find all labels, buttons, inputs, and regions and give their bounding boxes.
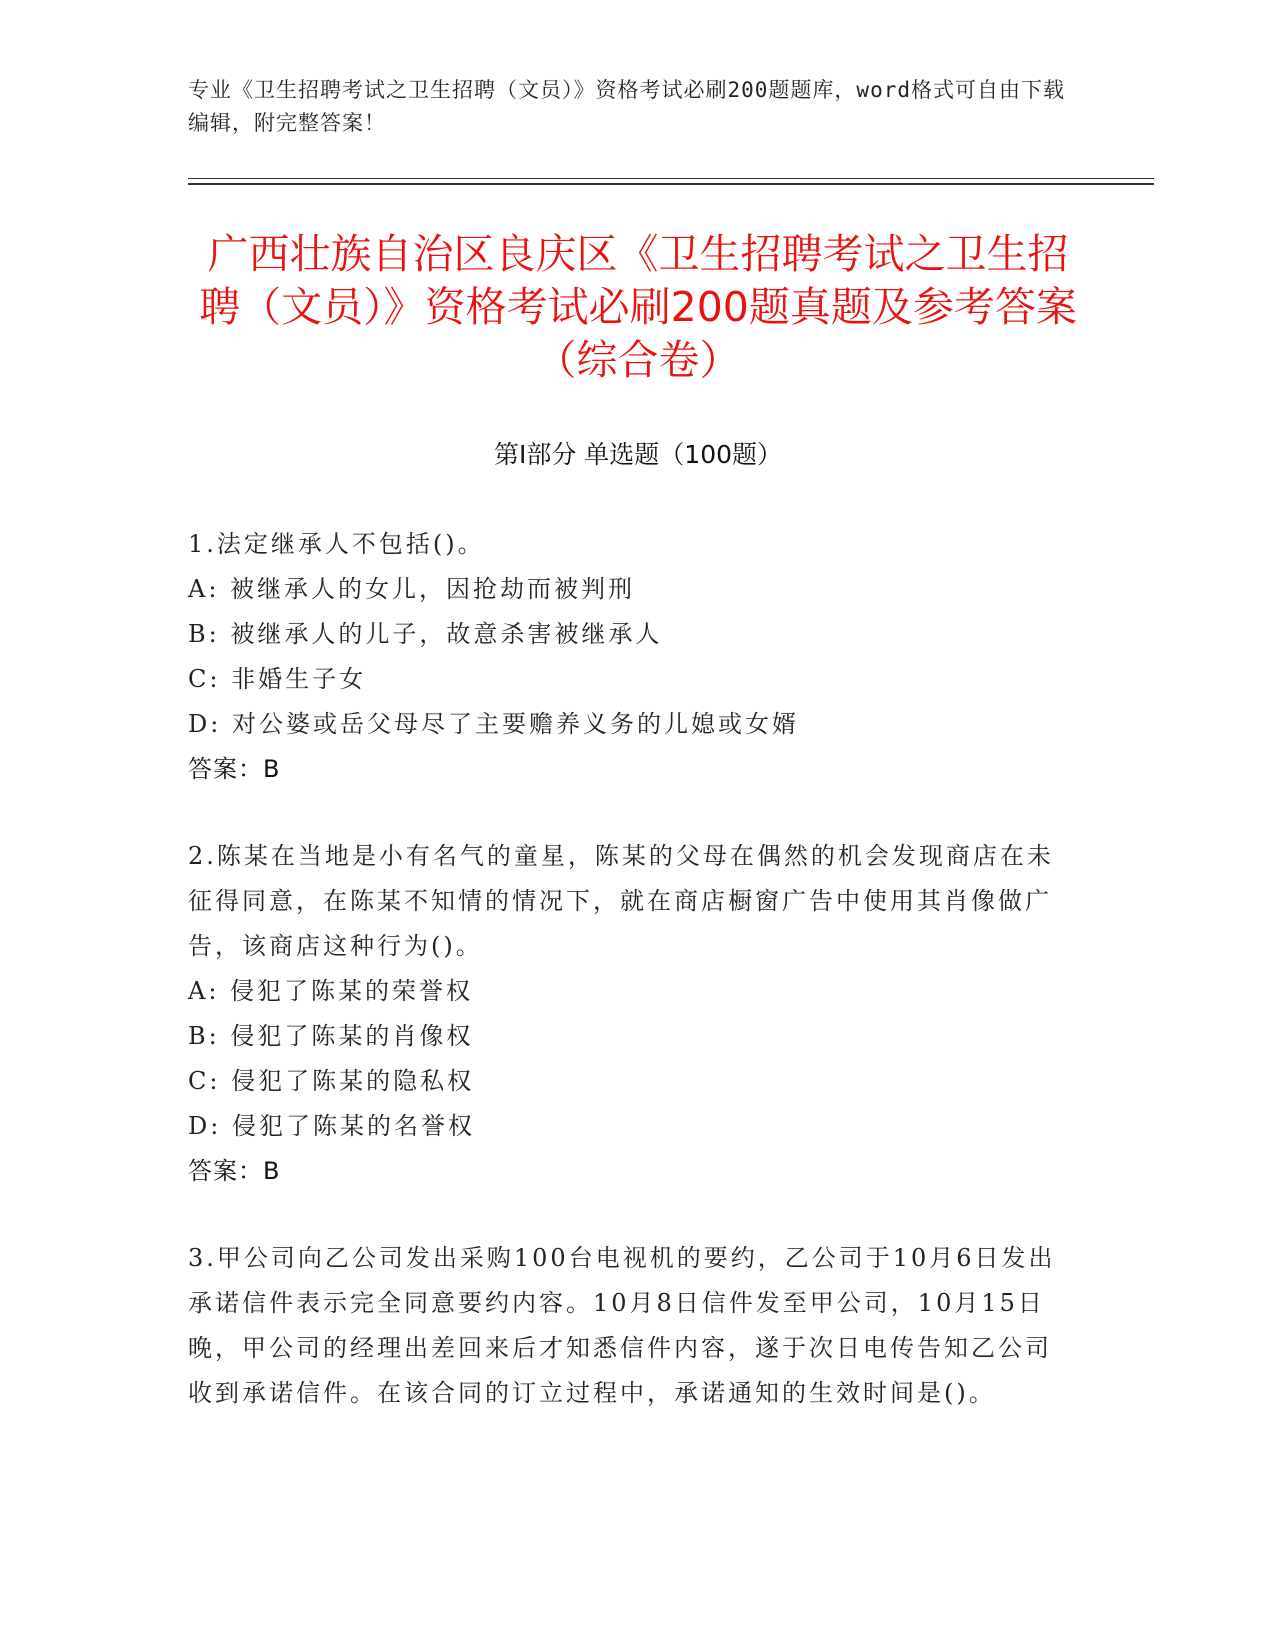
answer: 答案：B: [188, 755, 281, 783]
section-heading: 第Ⅰ部分 单选题（100题）: [493, 440, 783, 469]
question-3: [188, 1236, 1068, 1416]
header-note: 专业《卫生招聘考试之卫生招聘（文员）》资格考试必刷200题题库，word格式可自由下载编辑，附完整答案！: [188, 78, 1065, 135]
option-b: B: 被继承人的儿子，故意杀害被继承人: [188, 620, 663, 648]
question-1: [188, 522, 1068, 792]
header-divider-thick: [188, 183, 1154, 185]
question-stem: 1.法定继承人不包括()。: [188, 530, 485, 558]
option-d: D: 对公婆或岳父母尽了主要赡养义务的儿媳或女婿: [188, 710, 799, 738]
option-c: C: 侵犯了陈某的隐私权: [188, 1067, 475, 1095]
option-a: A: 侵犯了陈某的荣誉权: [188, 977, 474, 1005]
answer: 答案：B: [188, 1157, 281, 1185]
option-d: D: 侵犯了陈某的名誉权: [188, 1112, 475, 1140]
option-c: C: 非婚生子女: [188, 665, 367, 693]
header-divider-thin: [188, 178, 1154, 179]
question-stem: 2.陈某在当地是小有名气的童星，陈某的父母在偶然的机会发现商店在未征得同意，在陈某不知情的情况下，就在商店橱窗广告中使用其肖像做广告，该商店这种行为()。: [188, 842, 1054, 960]
option-b: B: 侵犯了陈某的肖像权: [188, 1022, 474, 1050]
question-stem: 3.甲公司向乙公司发出采购100台电视机的要约，乙公司于10月6日发出承诺信件表示完全同意要约内容。10月8日信件发至甲公司，10月15日晚，甲公司的经理出差回来后才知悉信件内容，遂于次日电传告知乙公司收到承诺信件。在该合同的订立过程中，承诺通知的生效时间是()。: [188, 1244, 1056, 1407]
option-a: A: 被继承人的女儿，因抢劫而被判刑: [188, 575, 636, 603]
question-list: [188, 522, 1068, 1458]
document-title: 广西壮族自治区良庆区《卫生招聘考试之卫生招聘（文员）》资格考试必刷200题真题及参考答案（综合卷）: [199, 230, 1077, 384]
question-2: [188, 834, 1068, 1194]
